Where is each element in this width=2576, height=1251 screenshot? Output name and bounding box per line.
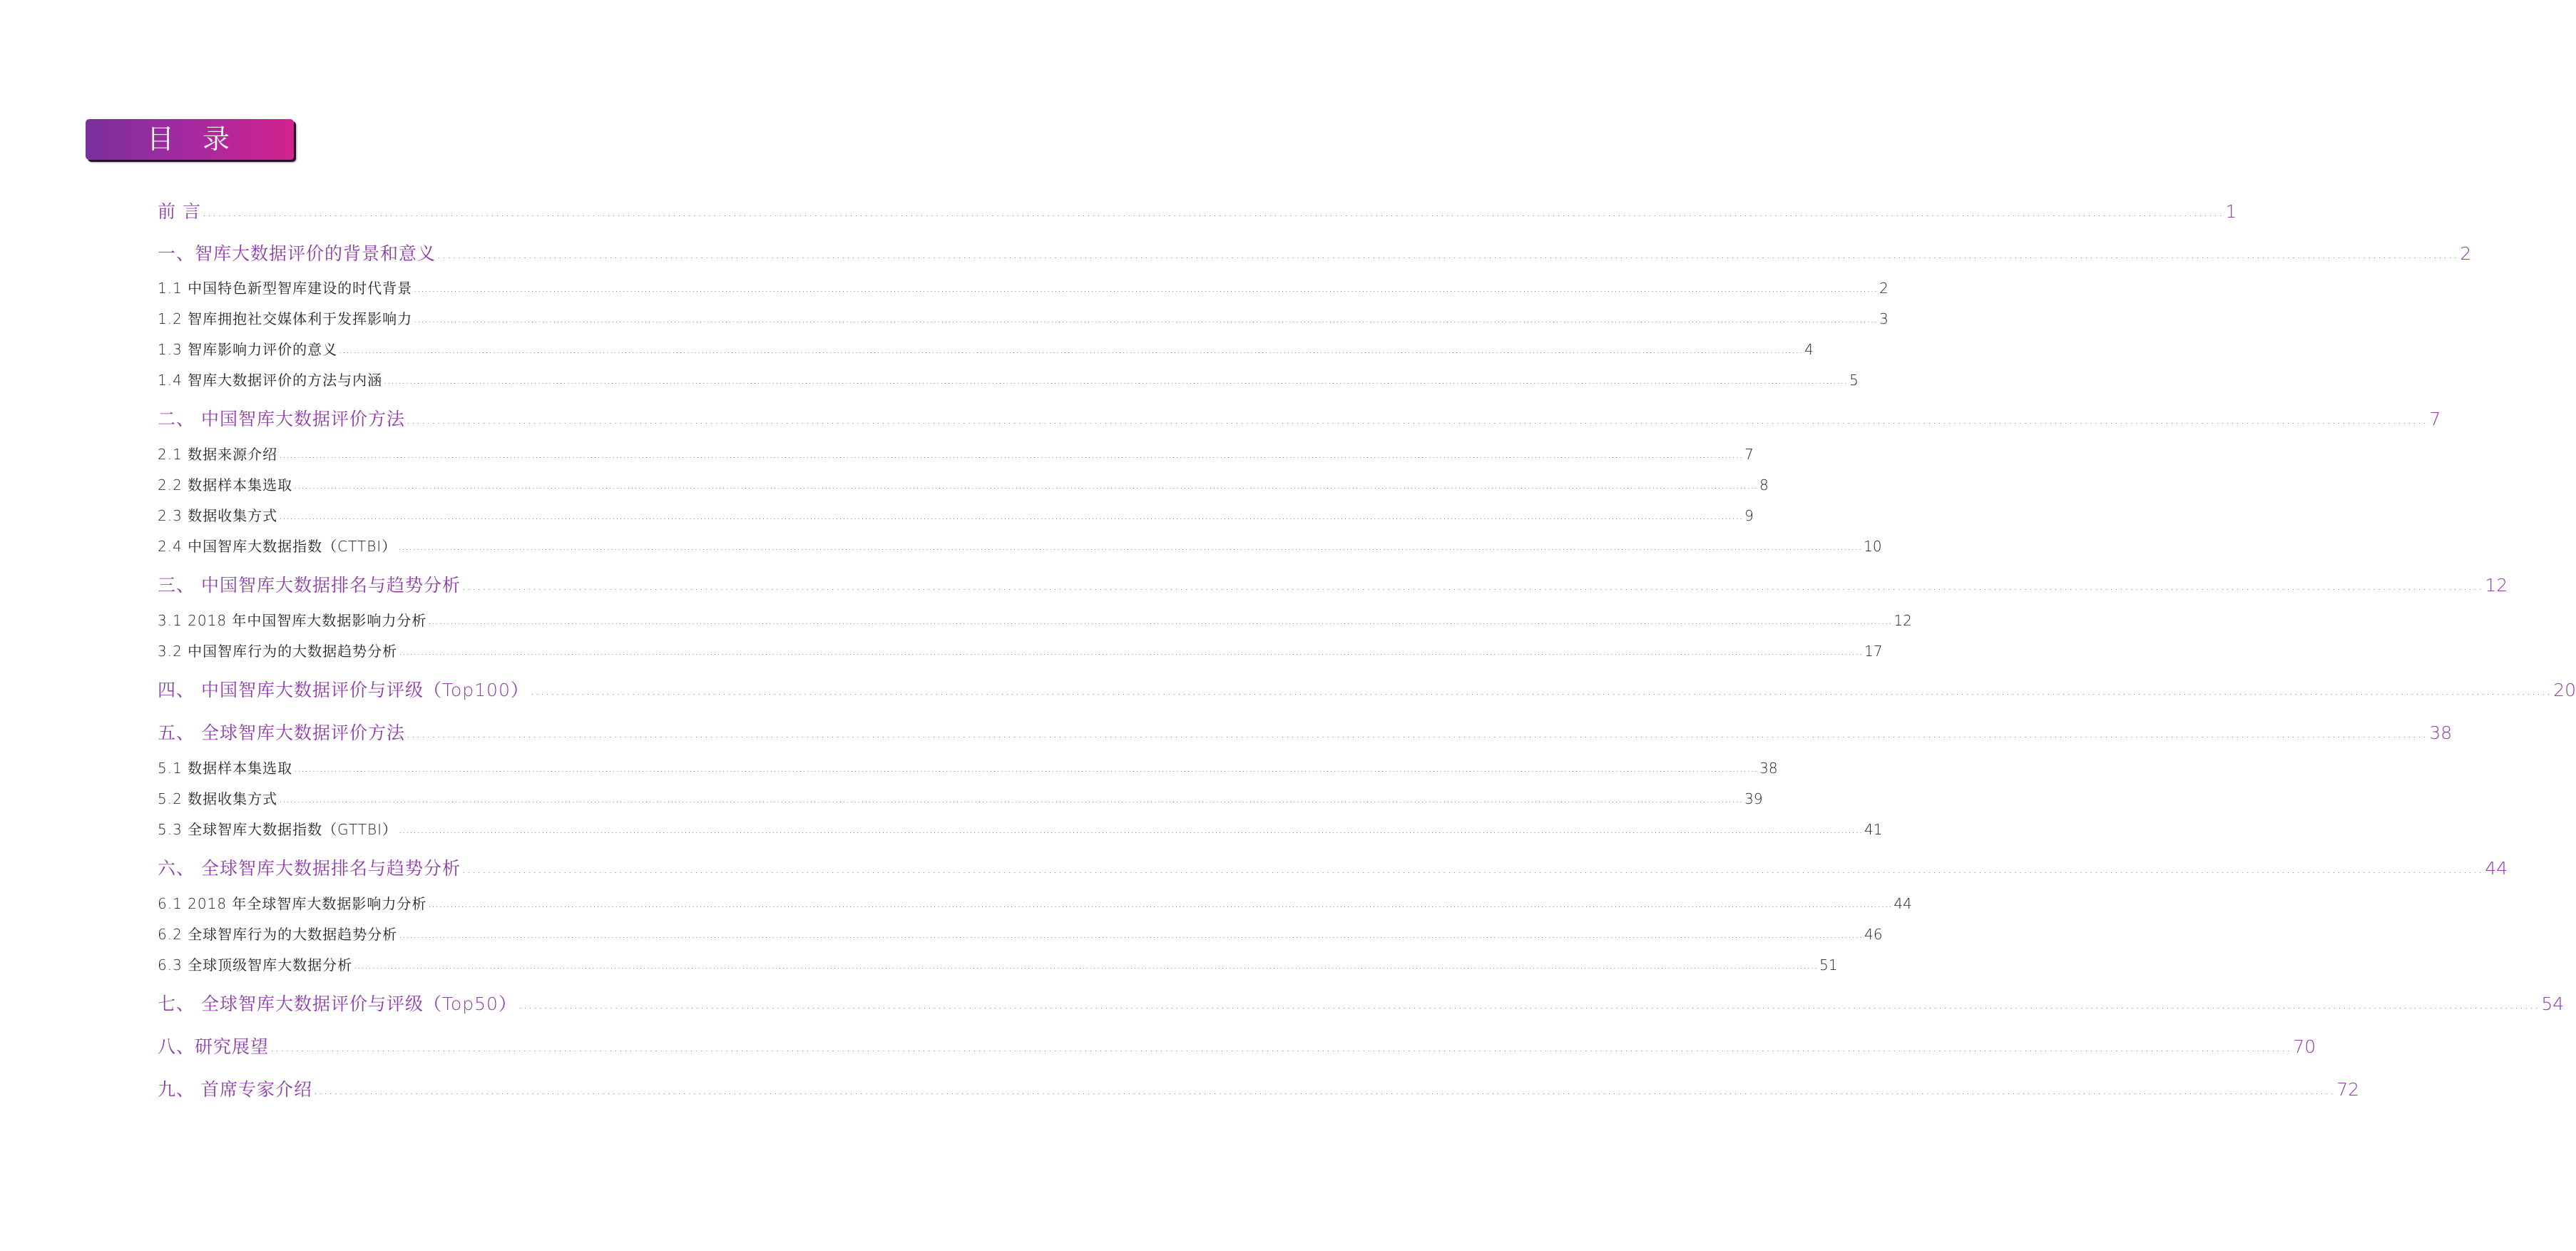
toc-entry-page-number: 44 — [2485, 858, 2508, 879]
toc-entry-label: 九、 首席专家介绍 — [158, 1079, 312, 1100]
toc-dot-leader: ................................................................................................................................................................................................................................................................................................................................................................................................................ — [399, 647, 1864, 658]
toc-dot-leader: ................................................................................................................................................................................................................................................................................................................................................................................................................ — [518, 998, 2540, 1011]
toc-dot-leader: ................................................................................................................................................................................................................................................................................................................................................................................................................ — [414, 315, 1879, 325]
toc-entry-label: 2.1 数据来源介绍 — [158, 446, 278, 463]
toc-dot-leader: ................................................................................................................................................................................................................................................................................................................................................................................................................ — [428, 616, 1893, 627]
toc-dot-leader: ................................................................................................................................................................................................................................................................................................................................................................................................................ — [398, 542, 1863, 553]
toc-chapter-entry[interactable] — [158, 719, 2453, 745]
toc-dot-leader: ................................................................................................................................................................................................................................................................................................................................................................................................................ — [399, 825, 1863, 836]
toc-entry-page-number: 51 — [1819, 956, 1838, 974]
toc-dot-leader: ................................................................................................................................................................................................................................................................................................................................................................................................................ — [384, 376, 1849, 387]
toc-section-entry[interactable] — [158, 757, 1778, 777]
toc-dot-leader: ................................................................................................................................................................................................................................................................................................................................................................................................................ — [279, 511, 1744, 522]
toc-section-entry[interactable] — [158, 338, 1814, 359]
toc-entry-label: 6.1 2018 年全球智库大数据影响力分析 — [158, 895, 427, 912]
toc-section-entry[interactable] — [158, 504, 1754, 525]
toc-dot-leader: ................................................................................................................................................................................................................................................................................................................................................................................................................ — [270, 1041, 2292, 1054]
toc-entry-page-number: 44 — [1893, 895, 1912, 912]
toc-entry-page-number: 54 — [2541, 994, 2565, 1014]
toc-chapter-entry[interactable] — [158, 240, 2472, 265]
toc-chapter-entry[interactable] — [158, 405, 2441, 431]
toc-title-char-2: 录 — [203, 123, 259, 155]
toc-section-entry[interactable] — [158, 954, 1838, 974]
toc-entry-label: 一、智库大数据评价的背景和意义 — [158, 243, 436, 264]
toc-dot-leader: ................................................................................................................................................................................................................................................................................................................................................................................................................ — [294, 764, 1759, 775]
toc-entry-page-number: 10 — [1864, 538, 1882, 555]
toc-section-entry[interactable] — [158, 535, 1882, 556]
toc-section-entry[interactable] — [158, 640, 1883, 660]
toc-entry-page-number: 38 — [2429, 722, 2453, 743]
toc-section-entry[interactable] — [158, 474, 1769, 494]
toc-entry-label: 5.3 全球智库大数据指数（GTTBI） — [158, 821, 398, 838]
toc-section-entry[interactable] — [158, 307, 1888, 328]
toc-entry-label: 2.3 数据收集方式 — [158, 507, 278, 524]
toc-entry-label: 1.1 中国特色新型智库建设的时代背景 — [158, 280, 413, 297]
toc-title-banner — [86, 119, 294, 160]
toc-title — [147, 123, 258, 155]
toc-entry-page-number: 46 — [1864, 926, 1883, 943]
toc-dot-leader: ................................................................................................................................................................................................................................................................................................................................................................................................................ — [414, 284, 1879, 295]
toc-entry-page-number: 38 — [1759, 760, 1778, 777]
toc-entry-label: 6.2 全球智库行为的大数据趋势分析 — [158, 926, 398, 943]
toc-section-entry[interactable] — [158, 443, 1754, 464]
toc-entry-label: 四、 中国智库大数据评价与评级（Top100） — [158, 680, 529, 700]
toc-section-entry[interactable] — [158, 892, 1912, 913]
toc-dot-leader: ................................................................................................................................................................................................................................................................................................................................................................................................................ — [294, 481, 1759, 491]
toc-entry-label: 1.2 智库拥抱社交媒体利于发挥影响力 — [158, 310, 413, 327]
toc-entry-page-number: 17 — [1864, 643, 1883, 660]
toc-entry-page-number: 7 — [1744, 446, 1754, 463]
toc-dot-leader: ................................................................................................................................................................................................................................................................................................................................................................................................................ — [461, 579, 2484, 593]
toc-entry-page-number: 70 — [2293, 1036, 2316, 1057]
toc-dot-leader: ................................................................................................................................................................................................................................................................................................................................................................................................................ — [428, 899, 1893, 910]
toc-entry-page-number: 8 — [1759, 476, 1769, 494]
toc-dot-leader: ................................................................................................................................................................................................................................................................................................................................................................................................................ — [313, 1083, 2336, 1097]
toc-entry-page-number: 41 — [1864, 821, 1883, 838]
toc-entry-label: 1.4 智库大数据评价的方法与内涵 — [158, 372, 383, 389]
toc-entry-label: 5.1 数据样本集选取 — [158, 760, 293, 777]
toc-dot-leader: ................................................................................................................................................................................................................................................................................................................................................................................................................ — [354, 961, 1819, 971]
toc-entry-label: 3.2 中国智库行为的大数据趋势分析 — [158, 643, 398, 660]
toc-entry-label: 三、 中国智库大数据排名与趋势分析 — [158, 575, 461, 596]
toc-chapter-entry[interactable] — [158, 198, 2237, 223]
toc-entry-label: 二、 中国智库大数据评价方法 — [158, 409, 405, 429]
toc-entry-label: 2.2 数据样本集选取 — [158, 476, 293, 494]
toc-entry-label: 八、研究展望 — [158, 1036, 270, 1057]
toc-dot-leader: ................................................................................................................................................................................................................................................................................................................................................................................................................ — [279, 795, 1744, 805]
toc-section-entry[interactable] — [158, 818, 1883, 839]
toc-dot-leader: ................................................................................................................................................................................................................................................................................................................................................................................................................ — [399, 930, 1864, 941]
toc-dot-leader: ................................................................................................................................................................................................................................................................................................................................................................................................................ — [437, 247, 2459, 261]
toc-entry-page-number: 2 — [1879, 280, 1888, 297]
toc-entry-page-number: 20 — [2553, 680, 2576, 700]
toc-section-entry[interactable] — [158, 369, 1859, 389]
toc-chapter-entry[interactable] — [158, 571, 2508, 597]
toc-dot-leader: ................................................................................................................................................................................................................................................................................................................................................................................................................ — [339, 345, 1804, 356]
toc-entry-label: 3.1 2018 年中国智库大数据影响力分析 — [158, 612, 427, 629]
toc-section-entry[interactable] — [158, 923, 1883, 944]
toc-entry-page-number: 12 — [1893, 612, 1912, 629]
toc-entry-page-number: 3 — [1879, 310, 1888, 327]
toc-dot-leader: ................................................................................................................................................................................................................................................................................................................................................................................................................ — [406, 727, 2428, 740]
toc-entry-page-number: 39 — [1744, 790, 1763, 807]
toc-entry-label: 前 言 — [158, 201, 201, 222]
toc-section-entry[interactable] — [158, 277, 1888, 297]
toc-entry-label: 5.2 数据收集方式 — [158, 790, 278, 807]
toc-dot-leader: ................................................................................................................................................................................................................................................................................................................................................................................................................ — [406, 413, 2428, 427]
toc-entry-label: 七、 全球智库大数据评价与评级（Top50） — [158, 994, 517, 1014]
toc-entry-page-number: 4 — [1804, 341, 1814, 358]
toc-chapter-entry[interactable] — [158, 1033, 2316, 1058]
toc-entry-label: 1.3 智库影响力评价的意义 — [158, 341, 338, 358]
toc-entry-label: 六、 全球智库大数据排名与趋势分析 — [158, 858, 461, 879]
toc-chapter-entry[interactable] — [158, 1076, 2360, 1101]
toc-dot-leader: ................................................................................................................................................................................................................................................................................................................................................................................................................ — [530, 684, 2552, 698]
toc-entry-page-number: 7 — [2429, 409, 2441, 429]
toc-section-entry[interactable] — [158, 609, 1912, 630]
toc-entry-page-number: 9 — [1744, 507, 1754, 524]
toc-entry-page-number: 2 — [2460, 243, 2472, 264]
toc-entry-page-number: 5 — [1849, 372, 1859, 389]
toc-entry-page-number: 1 — [2225, 201, 2237, 222]
toc-section-entry[interactable] — [158, 787, 1763, 808]
toc-chapter-entry[interactable] — [158, 676, 2576, 702]
toc-entry-label: 五、 全球智库大数据评价方法 — [158, 722, 405, 743]
toc-chapter-entry[interactable] — [158, 990, 2565, 1016]
toc-dot-leader: ................................................................................................................................................................................................................................................................................................................................................................................................................ — [202, 205, 2224, 219]
toc-entry-page-number: 72 — [2336, 1079, 2360, 1100]
toc-title-char-1: 目 — [147, 123, 203, 155]
toc-dot-leader: ................................................................................................................................................................................................................................................................................................................................................................................................................ — [279, 450, 1744, 461]
toc-entry-page-number: 12 — [2485, 575, 2508, 596]
toc-entry-label: 6.3 全球顶级智库大数据分析 — [158, 956, 353, 974]
toc-chapter-entry[interactable] — [158, 854, 2508, 880]
toc-entry-label: 2.4 中国智库大数据指数（CTTBI） — [158, 538, 397, 555]
toc-dot-leader: ................................................................................................................................................................................................................................................................................................................................................................................................................ — [461, 862, 2484, 876]
